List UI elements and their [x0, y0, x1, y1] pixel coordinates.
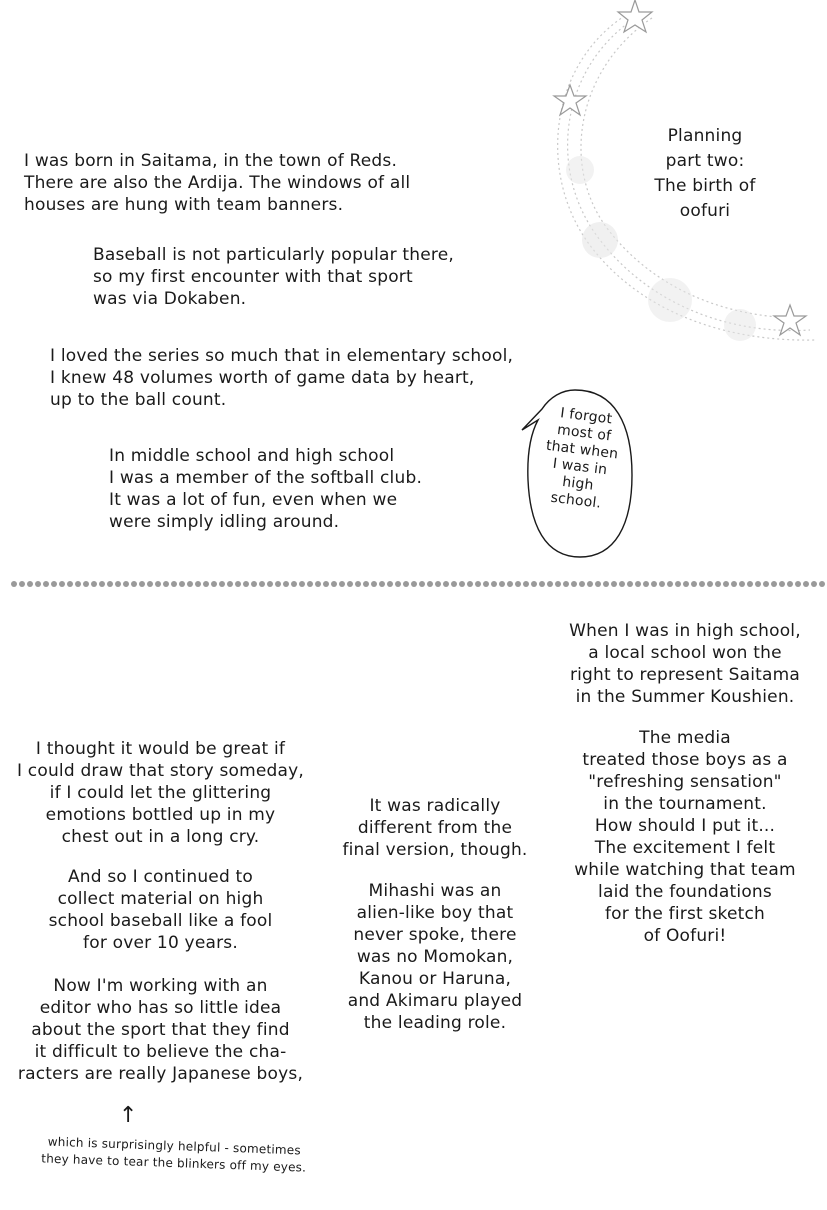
divider-dot — [123, 581, 129, 587]
divider-dot — [595, 581, 601, 587]
divider-dot — [115, 581, 121, 587]
text-line: I forgot — [559, 405, 614, 428]
divider-dot — [563, 581, 569, 587]
divider-dot — [395, 581, 401, 587]
text-line: It was radically — [369, 796, 501, 816]
divider-dot — [707, 581, 713, 587]
text-line: that when — [545, 437, 620, 463]
text-line: I knew 48 volumes worth of game data by heart, — [50, 368, 475, 388]
text-line: for over 10 years. — [83, 933, 238, 953]
paragraph-dokaben-fan — [50, 345, 513, 411]
divider-dot — [83, 581, 89, 587]
divider-dot — [579, 581, 585, 587]
divider-dot — [251, 581, 257, 587]
divider-dot — [435, 581, 441, 587]
divider-dot — [411, 581, 417, 587]
paragraph-media-excitement — [555, 727, 815, 947]
divider-dot — [331, 581, 337, 587]
divider-dot — [283, 581, 289, 587]
footnote-blinkers — [14, 1132, 335, 1177]
divider-dot — [483, 581, 489, 587]
divider-dot — [27, 581, 33, 587]
divider-dot — [235, 581, 241, 587]
divider-dot — [187, 581, 193, 587]
divider-dot — [107, 581, 113, 587]
divider-dot — [355, 581, 361, 587]
divider-dot — [779, 581, 785, 587]
text-line: the leading role. — [363, 1013, 507, 1033]
text-line: final version, though. — [342, 840, 528, 860]
text-line: Planning — [667, 126, 743, 146]
divider-dot — [507, 581, 513, 587]
paragraph-first-encounter — [93, 244, 454, 310]
text-line: never spoke, there — [353, 925, 517, 945]
paragraph-local-school-koushien — [550, 620, 820, 708]
text-line: I was born in Saitama, in the town of Reds. — [24, 151, 398, 171]
divider-dot — [811, 581, 817, 587]
divider-dot — [155, 581, 161, 587]
divider-dot — [499, 581, 505, 587]
text-line: houses are hung with team banners. — [24, 195, 344, 215]
divider-dot — [587, 581, 593, 587]
text-line: most of — [556, 421, 613, 445]
text-line: up to the ball count. — [50, 390, 227, 410]
divider-dot — [731, 581, 737, 587]
divider-dot — [699, 581, 705, 587]
divider-dot — [139, 581, 145, 587]
divider-dot — [291, 581, 297, 587]
text-line: laid the foundations — [598, 882, 772, 902]
divider-dot — [547, 581, 553, 587]
paragraph-different-version — [320, 795, 550, 861]
divider-dot — [515, 581, 521, 587]
divider-dot — [35, 581, 41, 587]
divider-dot — [763, 581, 769, 587]
divider-dot — [739, 581, 745, 587]
text-line: The birth of — [654, 176, 756, 196]
divider-dot — [635, 581, 641, 587]
text-line: school. — [549, 489, 603, 512]
divider-dot — [275, 581, 281, 587]
divider-dot — [347, 581, 353, 587]
divider-dot — [179, 581, 185, 587]
text-line: I was a member of the softball club. — [109, 468, 423, 488]
divider-dot — [675, 581, 681, 587]
text-line: was no Momokan, — [356, 947, 514, 967]
paragraph-draw-story — [8, 738, 313, 848]
paragraph-collect-material — [8, 866, 313, 954]
text-line: Kanou or Haruna, — [358, 969, 512, 989]
text-line: while watching that team — [574, 860, 796, 880]
divider-dot — [75, 581, 81, 587]
divider-dot — [219, 581, 225, 587]
divider-dot — [99, 581, 105, 587]
text-line: right to represent Saitama — [569, 665, 801, 685]
speech-bubble-text — [527, 403, 635, 516]
divider-dot — [491, 581, 497, 587]
text-line: and Akimaru played — [347, 991, 523, 1011]
divider-dot — [379, 581, 385, 587]
paragraph-editor — [8, 975, 313, 1085]
text-line: school baseball like a fool — [48, 911, 273, 931]
text-line: editor who has so little idea — [39, 998, 282, 1018]
text-line: were simply idling around. — [109, 512, 340, 532]
text-line: There are also the Ardija. The windows of all — [24, 173, 411, 193]
divider-dot — [539, 581, 545, 587]
divider-dot — [11, 581, 17, 587]
text-line: about the sport that they find — [31, 1020, 290, 1040]
text-line: racters are really Japanese boys, — [17, 1064, 304, 1084]
divider-dot — [451, 581, 457, 587]
text-line: collect material on high — [57, 889, 264, 909]
text-line: was via Dokaben. — [93, 289, 247, 309]
divider-dot — [131, 581, 137, 587]
text-line: in the Summer Koushien. — [575, 687, 795, 707]
text-line: The excitement I felt — [594, 838, 776, 858]
text-line: How should I put it... — [594, 816, 776, 836]
divider-dot — [459, 581, 465, 587]
divider-dot — [243, 581, 249, 587]
text-line: oofuri — [679, 201, 731, 221]
divider-dot — [803, 581, 809, 587]
divider-dot — [171, 581, 177, 587]
text-line: it difficult to believe the cha- — [34, 1042, 287, 1062]
divider-dot — [51, 581, 57, 587]
divider-dot — [267, 581, 273, 587]
divider-dot — [203, 581, 209, 587]
divider-dot — [723, 581, 729, 587]
text-line: alien-like boy that — [356, 903, 514, 923]
divider-dot — [475, 581, 481, 587]
divider-dot — [755, 581, 761, 587]
divider-dot — [299, 581, 305, 587]
divider-dot — [747, 581, 753, 587]
divider-dot — [771, 581, 777, 587]
divider-dot — [443, 581, 449, 587]
divider-dot — [683, 581, 689, 587]
text-line: I loved the series so much that in elementary school, — [50, 346, 514, 366]
divider-dot — [19, 581, 25, 587]
paragraph-softball-club — [109, 445, 422, 533]
divider-dot — [227, 581, 233, 587]
text-line: It was a lot of fun, even when we — [109, 490, 398, 510]
divider-dot — [211, 581, 217, 587]
text-line: I was in — [551, 455, 609, 479]
page-title — [650, 124, 760, 224]
divider-dot — [363, 581, 369, 587]
divider-dot — [659, 581, 665, 587]
divider-dot — [195, 581, 201, 587]
divider-dot — [315, 581, 321, 587]
text-line: treated those boys as a — [582, 750, 788, 770]
text-line: if I could let the glittering — [49, 783, 272, 803]
divider-dot — [795, 581, 801, 587]
divider-dot — [163, 581, 169, 587]
text-line: of Oofuri! — [643, 926, 727, 946]
dotted-divider — [10, 578, 827, 590]
text-line: which is surprisingly helpful - sometimes — [47, 1134, 302, 1158]
text-line: part two: — [665, 151, 745, 171]
divider-dot — [651, 581, 657, 587]
text-line: Mihashi was an — [368, 881, 502, 901]
divider-dot — [691, 581, 697, 587]
text-line: And so I continued to — [67, 867, 254, 887]
divider-dot — [59, 581, 65, 587]
divider-dot — [147, 581, 153, 587]
paragraph-birthplace — [24, 150, 410, 216]
divider-dot — [643, 581, 649, 587]
divider-dot — [387, 581, 393, 587]
text-line: In middle school and high school — [109, 446, 395, 466]
divider-dot — [627, 581, 633, 587]
divider-dot — [531, 581, 537, 587]
text-line: The media — [639, 728, 731, 748]
divider-dot — [371, 581, 377, 587]
text-line: so my first encounter with that sport — [93, 267, 413, 287]
text-line: "refreshing sensation" — [588, 772, 782, 792]
text-line: emotions bottled up in my — [45, 805, 276, 825]
text-line: Now I'm working with an — [53, 976, 268, 996]
divider-dot — [787, 581, 793, 587]
divider-dot — [259, 581, 265, 587]
divider-dot — [427, 581, 433, 587]
divider-dot — [603, 581, 609, 587]
text-line: I could draw that story someday, — [16, 761, 305, 781]
divider-dot — [715, 581, 721, 587]
divider-dot — [619, 581, 625, 587]
divider-dot — [819, 581, 825, 587]
divider-dot — [667, 581, 673, 587]
paragraph-mihashi-alien — [320, 880, 550, 1034]
divider-dot — [523, 581, 529, 587]
divider-dot — [67, 581, 73, 587]
up-arrow-icon: ↑ — [119, 1103, 138, 1128]
text-line: a local school won the — [588, 643, 782, 663]
divider-dot — [91, 581, 97, 587]
text-line: chest out in a long cry. — [61, 827, 260, 847]
divider-dot — [555, 581, 561, 587]
text-line: Baseball is not particularly popular there, — [93, 245, 454, 265]
text-line: I thought it would be great if — [35, 739, 286, 759]
text-line: they have to tear the blinkers off my eyes. — [41, 1151, 307, 1175]
divider-dot — [307, 581, 313, 587]
divider-dot — [571, 581, 577, 587]
divider-dot — [339, 581, 345, 587]
text-line: high — [561, 473, 595, 494]
divider-dot — [419, 581, 425, 587]
divider-dot — [611, 581, 617, 587]
text-line: in the tournament. — [603, 794, 767, 814]
text-line: different from the — [357, 818, 513, 838]
divider-dot — [43, 581, 49, 587]
divider-dot — [323, 581, 329, 587]
divider-dot — [467, 581, 473, 587]
divider-dot — [403, 581, 409, 587]
text-line: When I was in high school, — [569, 621, 801, 641]
text-line: for the first sketch — [604, 904, 766, 924]
